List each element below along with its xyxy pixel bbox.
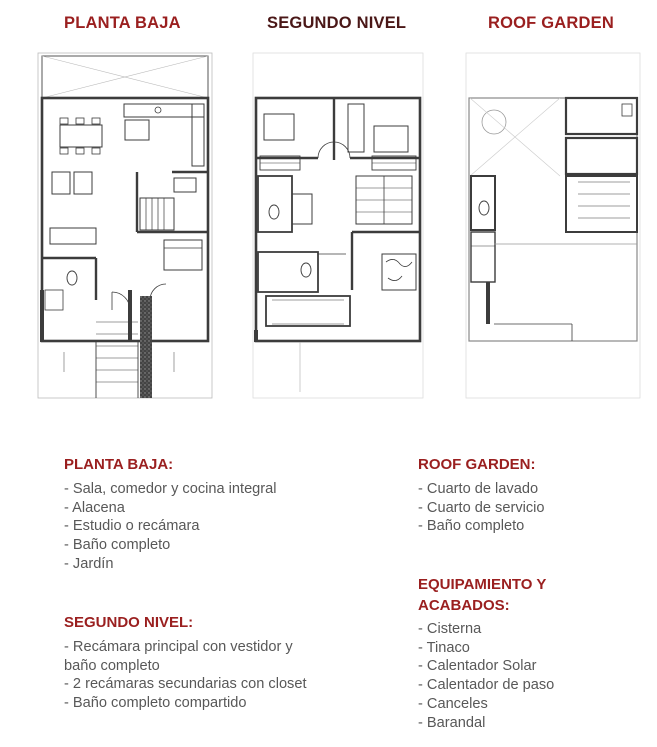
list-item: - Alacena	[64, 499, 125, 516]
plan-title-planta-baja: PLANTA BAJA	[64, 14, 181, 32]
roof-garden-heading: ROOF GARDEN:	[418, 456, 536, 473]
plan-segundo-nivel	[253, 53, 423, 398]
list-item: - 2 recámaras secundarias con closet	[64, 676, 307, 693]
plan-planta-baja	[38, 53, 212, 398]
planta-baja-list	[64, 480, 277, 574]
list-item: - Baño completo	[64, 537, 171, 554]
plan-title-roof-garden: ROOF GARDEN	[488, 14, 614, 32]
list-item: - Cuarto de servicio	[418, 499, 545, 516]
list-item: - Baño completo compartido	[64, 695, 247, 712]
plan-title-segundo-nivel: SEGUNDO NIVEL	[267, 14, 407, 32]
list-item: - Calentador Solar	[418, 658, 537, 675]
list-item: - Tinaco	[418, 639, 470, 656]
equipamiento-list	[418, 620, 554, 732]
list-item: - Barandal	[418, 714, 486, 731]
list-item: - Recámara principal con vestidor y	[64, 639, 293, 655]
list-item: - Calentador de paso	[418, 677, 555, 694]
list-item: - Sala, comedor y cocina integral	[64, 481, 277, 497]
list-item: - Jardín	[64, 555, 114, 572]
equipamiento-heading	[418, 574, 546, 616]
list-item: - Estudio o recámara	[64, 518, 200, 535]
list-item: - Cisterna	[418, 621, 482, 637]
list-item: - Baño completo	[418, 518, 525, 535]
planta-baja-heading: PLANTA BAJA:	[64, 456, 174, 473]
equipamiento-heading-line1: EQUIPAMIENTO Y	[418, 576, 547, 593]
plan-roof-garden	[466, 53, 640, 398]
roof-garden-list	[418, 480, 545, 536]
list-item: baño completo	[64, 657, 160, 674]
segundo-nivel-list	[64, 638, 307, 713]
list-item: - Cuarto de lavado	[418, 481, 539, 497]
equipamiento-heading-line2: ACABADOS:	[418, 597, 510, 614]
segundo-nivel-heading: SEGUNDO NIVEL:	[64, 614, 194, 631]
list-item: - Canceles	[418, 695, 488, 712]
